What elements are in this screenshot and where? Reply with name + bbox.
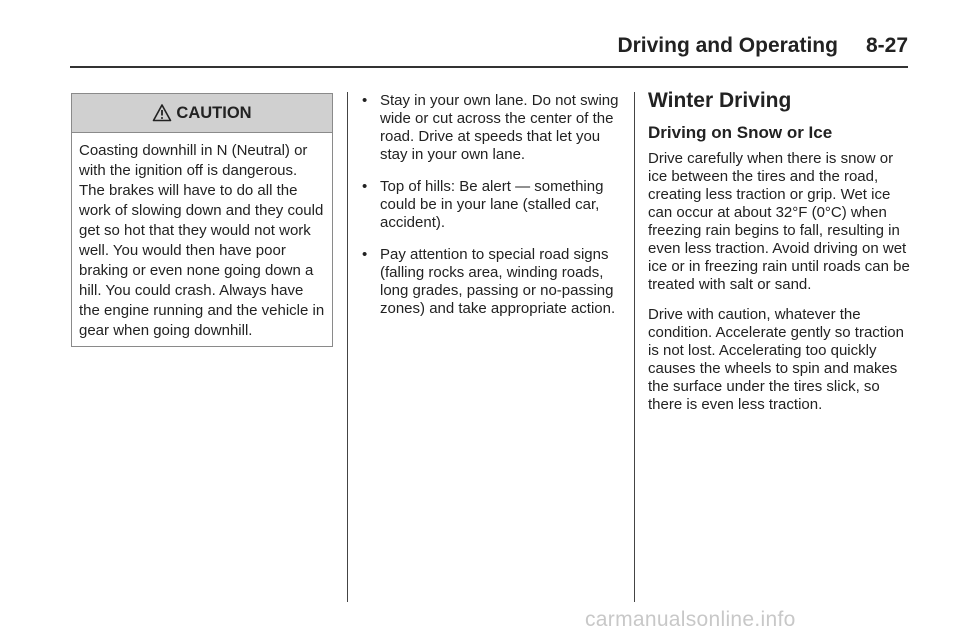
column-divider (347, 92, 348, 602)
winter-driving-section (648, 88, 916, 426)
page-number: 8-27 (865, 34, 908, 57)
warning-triangle-icon (152, 103, 172, 123)
header-divider (70, 66, 908, 68)
caution-box (71, 93, 333, 347)
bullet-icon: • (362, 178, 368, 195)
bullet-icon: • (362, 92, 368, 109)
paragraph: Drive with caution, whatever the condition. Accelerate gently so traction is not lost. Accelerating too quickly causes the wheels to spin and makes the surface under the tires slick, so there is even less traction. (648, 306, 904, 413)
caution-title: CAUTION (176, 103, 252, 122)
page-header (0, 34, 908, 58)
subsection-heading: Driving on Snow or Ice (648, 123, 833, 142)
column-divider (634, 92, 635, 602)
list-item: • Stay in your own lane. Do not swing wide or cut across the center of the road. Drive at speeds that let you stay in your own lane. (362, 92, 619, 163)
section-heading: Winter Driving (648, 89, 792, 112)
section-title: Driving and Operating (617, 34, 838, 57)
paragraph: Drive carefully when there is snow or ice between the tires and the road, creating less traction or grip. Wet ice can occur at about 32°F (0°C) when freezing rain begins to fall, resulting in even less traction. Avoid driving on wet ice or in freezing rain until roads can be treated with salt or sand. (648, 150, 910, 293)
driving-tips-list (362, 92, 624, 332)
list-item: • Pay attention to special road signs (falling rocks area, winding roads, long grades, passing or no-passing zones) and take appropriate action. (362, 246, 616, 317)
caution-header (72, 94, 332, 133)
bullet-icon: • (362, 246, 368, 263)
list-item: • Top of hills: Be alert — something could be in your lane (stalled car, accident). (362, 178, 604, 231)
caution-text: Coasting downhill in N (Neutral) or with the ignition off is dangerous. The brakes will have to do all the work of slowing down and they could get so hot that they would not work well. You would then have poor braking or even none going down a hill. You could crash. Always have the engine running and the vehicle in gear when going downhill. (79, 142, 325, 339)
watermark: carmanualsonline.info (585, 608, 796, 631)
